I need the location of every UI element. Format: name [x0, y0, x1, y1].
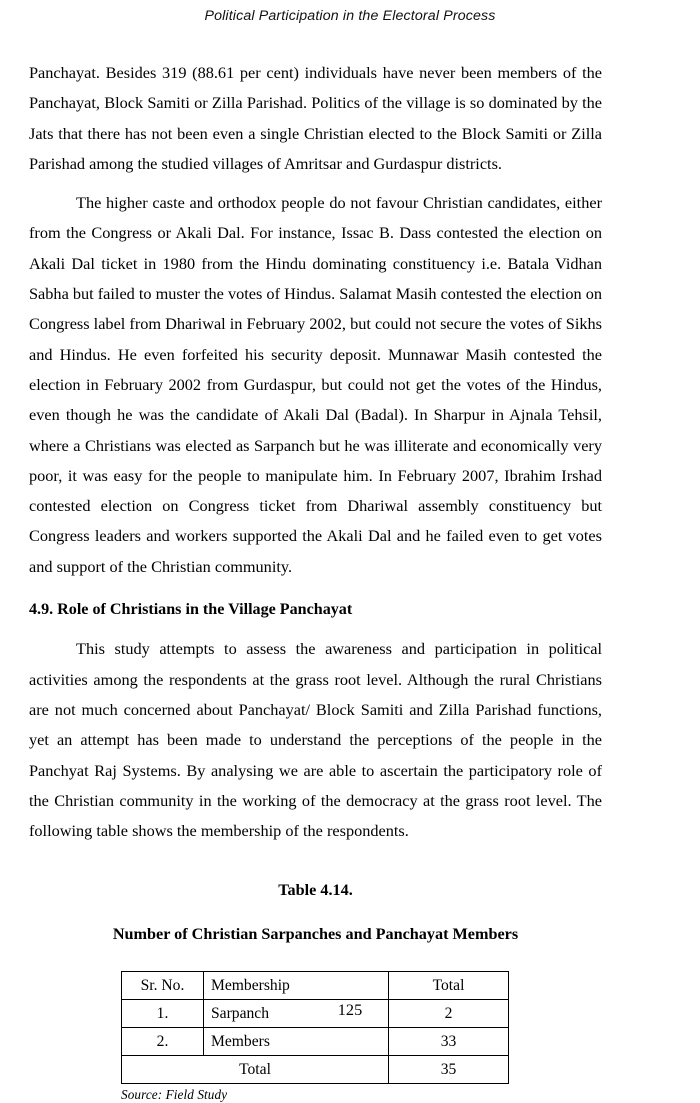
table-header-row: [122, 972, 509, 1000]
section-heading-4-9: 4.9. Role of Christians in the Village Panchayat: [29, 601, 353, 619]
cell-grand-total: 35: [389, 1056, 509, 1084]
sarpanch-members-table: [121, 971, 509, 1084]
paragraph-this-study: This study attempts to assess the awareness and participation in political activities among the respondents at the grass root level. Although the rural Christians are not much concerned about Panchayat/ Block Samiti and Zilla Parishad functions, yet an attempt has been made to understand the perceptions of the people in the Panchyat Raj Systems. By analysing we are able to ascertain the participatory role of the Christian community in the working of the democracy at the grass root level. The following table shows the membership of the respondents.: [29, 639, 602, 841]
paragraph-higher-caste: The higher caste and orthodox people do not favour Christian candidates, either from the Congress or Akali Dal. For instance, Issac B. Dass contested the election on Akali Dal ticket in 1980 from the Hindu dominating constituency i.e. Batala Vidhan Sabha but failed to muster the votes of Hindus. Salamat Masih contested the election on Congress label from Dhariwal in February 2002, but could not secure the votes of Sikhs and Hindus. He even forfeited his security deposit. Munnawar Masih contested the election in February 2002 from Gurdaspur, but could not get the votes of the Hindus, even though he was the candidate of Akali Dal (Badal). In Sharpur in Ajnala Tehsil, where a Christians was elected as Sarpanch but he was illiterate and economically very poor, it was easy for the people to manipulate him. In February 2007, Ibrahim Irshad contested election on Congress ticket from Dhariwal assembly constituency but Congress leaders and workers supported the Akali Dal and he failed even to get votes and support of the Christian community.: [29, 193, 602, 576]
cell-total: 2: [389, 1000, 509, 1028]
cell-membership: Members: [204, 1028, 389, 1056]
column-header-sr-no: Sr. No.: [122, 972, 204, 1000]
page-number: 125: [337, 1000, 363, 1019]
cell-sr-no: 1.: [122, 1000, 204, 1028]
table-row: [122, 1028, 509, 1056]
cell-total: 33: [389, 1028, 509, 1056]
column-header-total: Total: [389, 972, 509, 1000]
table-caption-title: Number of Christian Sarpanches and Panchayat Members: [112, 925, 519, 944]
table-source-note: Source: Field Study: [121, 1087, 228, 1103]
cell-total-label: Total: [122, 1056, 389, 1084]
running-head: Political Participation in the Electoral Process: [204, 8, 496, 24]
cell-sr-no: 2.: [122, 1028, 204, 1056]
cell-membership: Sarpanch: [204, 1000, 389, 1028]
body-content: [29, 58, 602, 1103]
column-header-membership: Membership: [204, 972, 389, 1000]
table-caption-number: Table 4.14.: [278, 881, 353, 900]
paragraph-panchayat: Panchayat. Besides 319 (88.61 per cent) individuals have never been members of the Panchayat, Block Samiti or Zilla Parishad. Politics of the village is so dominated by the Jats that there has not been even a single Christian elected to the Block Samiti or Zilla Parishad among the studied villages of Amritsar and Gurdaspur districts.: [29, 63, 602, 173]
